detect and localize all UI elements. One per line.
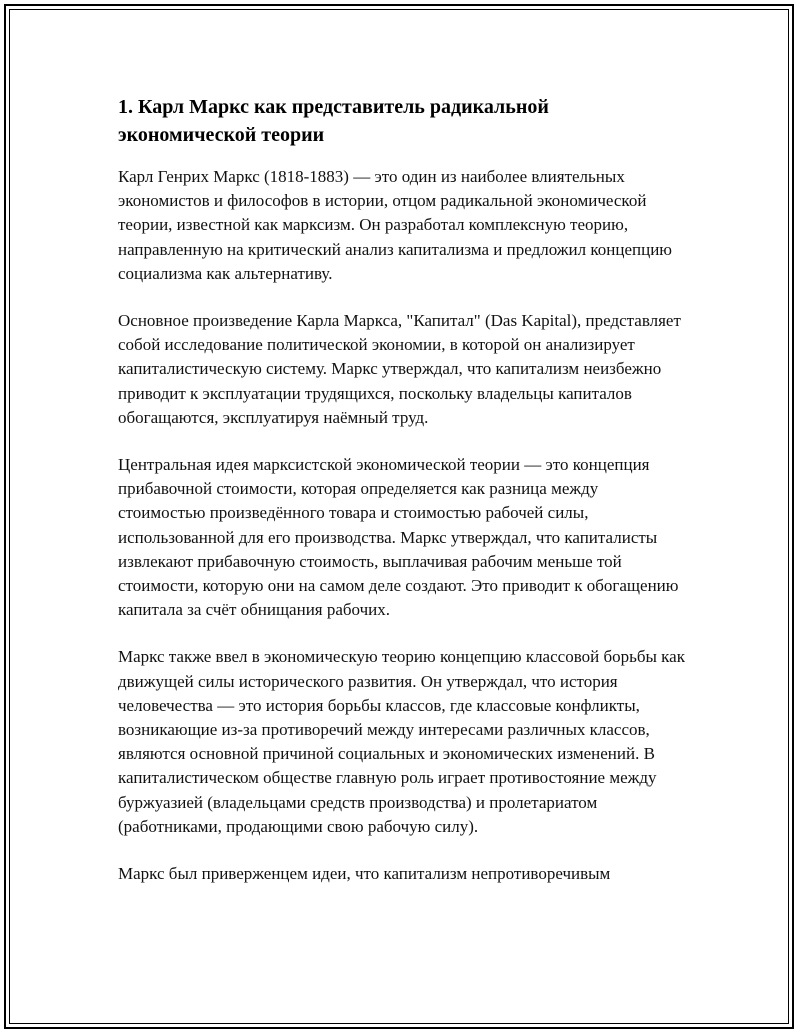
paragraph-class-struggle: Маркс также ввел в экономическую теорию концепцию классовой борьбы как движущей силы исторического развития. Он утверждал, что история человечества — это история борьбы классов, где классовые конфликты, возникающие из-за противоречий между интересами различных классов, являются основной причиной социальных и экономических изменений. В капиталистическом обществе главную роль играет противостояние между буржуазией (владельцами средств производства) и пролетариатом (работниками, продающими свою рабочую силу). [118, 647, 685, 836]
paragraph-surplus-value: Центральная идея марксистской экономической теории — это концепция прибавочной стоимости, которая определяется как разница между стоимостью произведённого товара и стоимостью рабочей силы, использованной для его производства. Маркс утверждал, что капиталисты извлекают прибавочную стоимость, выплачивая рабочим меньше той стоимости, которую они на самом деле создают. Это приводит к обогащению капитала за счёт обнищания рабочих. [118, 455, 679, 620]
paragraph-intro: Карл Генрих Маркс (1818-1883) — это один из наиболее влиятельных экономистов и философов в истории, отцом радикальной экономической теории, известной как марксизм. Он разработал комплексную теорию, направленную на критический анализ капитализма и предложил концепцию социализма как альтернативу. [118, 167, 672, 283]
section-heading: 1. Карл Маркс как представитель радикальной экономической теории [118, 96, 549, 146]
paragraph-capital: Основное произведение Карла Маркса, "Капитал" (Das Kapital), представляет собой исследование политической экономии, в которой он анализирует капиталистическую систему. Маркс утверждал, что капитализм неизбежно приводит к эксплуатации трудящихся, поскольку владельцы капиталов обогащаются, эксплуатируя наёмный труд. [118, 311, 681, 427]
document-body [118, 93, 688, 909]
paragraph-truncated: Маркс был приверженцем идеи, что капитализм непротиворечивым [118, 864, 611, 884]
